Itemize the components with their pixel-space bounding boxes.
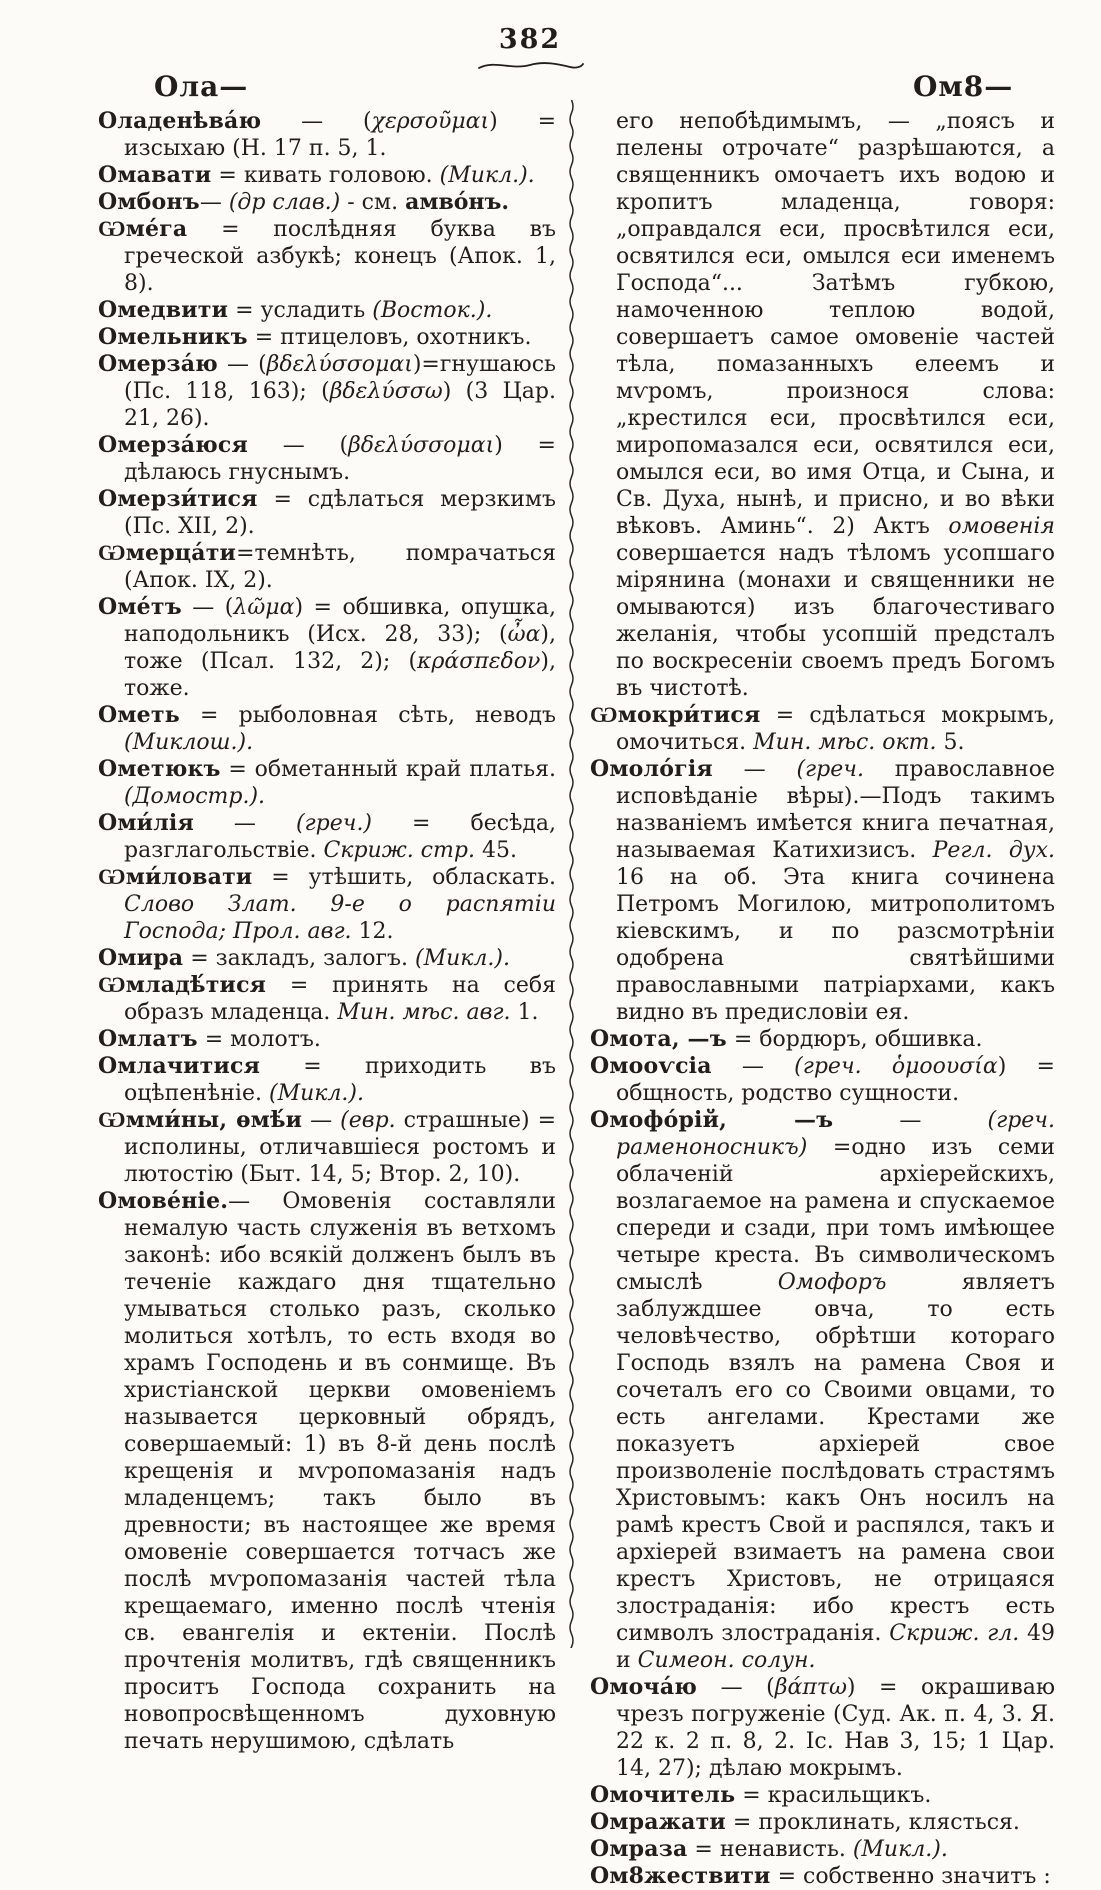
entry-headword: Омедвити — [98, 297, 229, 323]
dictionary-entry — [590, 1863, 1055, 1890]
entry-headword: Ѡмерца́ти — [98, 540, 237, 566]
entry-text: ), тоже. — [124, 649, 556, 701]
entry-headword: Омражати — [590, 1809, 726, 1835]
guide-word-left: Ола— — [154, 70, 249, 103]
entry-headword: Омофо́рій, —ъ — [590, 1107, 834, 1133]
dictionary-entry — [98, 594, 556, 702]
greek-term: βδελύσσομαι — [266, 352, 413, 377]
source-reference: (Восток.). — [372, 298, 493, 323]
dictionary-entry — [590, 1809, 1055, 1836]
entry-text: ) = дѣлаюсь гнуснымъ. — [124, 433, 556, 485]
source-reference: Мин. мѣс. авг. — [337, 1000, 511, 1025]
source-reference: (греч.) — [295, 811, 373, 836]
entry-text: совершается надъ тѣломъ усопшаго мірянина (монахи и священники не омываются) изъ благочестиваго желанія, чтобы усопшій предсталъ по воскресеніи своемъ предъ Богомъ въ чистотѣ. — [616, 541, 1055, 701]
flourish-stroke — [479, 63, 583, 68]
source-reference: (др слав.) — [228, 190, 341, 215]
source-reference: (Микл.). — [852, 1837, 948, 1862]
dictionary-entry — [590, 1782, 1055, 1809]
entry-headword: Омоло́гія — [590, 756, 713, 782]
entry-headword: Омота, —ъ — [590, 1026, 727, 1052]
entry-text: = птицеловъ, охотникъ. — [247, 325, 532, 350]
source-reference: Скриж. стр. — [323, 838, 475, 863]
entry-headword: Омооѵсіа — [590, 1053, 712, 1079]
entry-headword: Ометь — [98, 702, 180, 728]
entry-headword: Омерза́юся — [98, 432, 248, 458]
source-reference: (греч. — [796, 757, 864, 782]
greek-term: βάπτω — [774, 1675, 847, 1700]
entry-text: = закладъ, залогъ. — [183, 946, 415, 971]
entry-headword: Ѡмми́ны, ѳмѣ́и — [98, 1107, 303, 1133]
entry-text: = сдѣлаться мокрымъ, омочиться. — [616, 703, 1055, 755]
divider-wave-path — [570, 100, 573, 1648]
source-reference: (греч. раменоносникъ) — [616, 1108, 1055, 1160]
entry-headword: Омерза́ю — [98, 351, 218, 377]
entry-text: его непобѣдимымъ, — „поясъ и пелены отрочате“ разрѣшаются, а священникъ омочаетъ ихъ водою и кропитъ младенца, говоря: „оправдался еси, просвѣтился еси, освятился еси, омылся еси именемъ Господа“... Затѣмъ губкою, намоченною теплою водой, совершаетъ самое омовеніе частей тѣла, помазанныхъ елеемъ и мѵромъ, произнося слова: „крестился еси, просвѣтился еси, миропомазался еси, освятился еси, омылся еси, во имя Отца, и Сына, и Св. Духа, нынѣ, и присно, и во вѣки вѣковъ. Аминь“. 2) Актъ — [616, 109, 1055, 539]
cross-reference: амво́нъ. — [405, 189, 510, 215]
column-divider — [567, 100, 576, 1648]
entry-text: 5. — [936, 730, 965, 755]
dictionary-entry — [98, 540, 556, 594]
dictionary-entry — [590, 1674, 1055, 1782]
source-reference: (Микл.). — [439, 163, 535, 188]
entry-text: 45. — [474, 838, 517, 863]
dictionary-entry — [98, 1026, 556, 1053]
entry-headword: Омира — [98, 945, 184, 971]
greek-term: ὁμοουσία — [891, 1054, 998, 1079]
entry-headword: Оме́тъ — [98, 594, 182, 620]
entry-text: = рыболовная сѣть, неводъ — [179, 703, 556, 728]
entry-text: = проклинать, клясться. — [725, 1810, 1020, 1835]
dictionary-entry — [98, 702, 556, 756]
entry-text: = красильщикъ. — [735, 1783, 932, 1808]
entry-text — [862, 1054, 892, 1079]
dictionary-entry — [98, 189, 556, 216]
source-reference: омовенія — [948, 514, 1055, 539]
dictionary-entry — [98, 1188, 556, 1755]
entry-text: — — [712, 757, 797, 782]
entry-headword: Омраза — [590, 1836, 688, 1862]
entry-text: = бордюръ, обшивка. — [726, 1027, 983, 1052]
greek-term: βδελύσσω — [329, 379, 443, 404]
entry-text: — — [193, 811, 296, 836]
source-reference: Слово Злат. 9-е о распятіи Господа; Прол. авг. — [124, 892, 556, 944]
left-column — [98, 108, 556, 1755]
entry-text: = сдѣлаться мерзкимъ (Пс. XII, 2). — [124, 487, 556, 539]
source-reference: (Домостр.). — [124, 784, 266, 809]
dictionary-entry — [98, 108, 556, 162]
dictionary-entry — [98, 810, 556, 864]
source-reference: (Миклош.). — [124, 730, 254, 755]
entry-headword: Ометюкъ — [98, 756, 221, 782]
source-reference: Регл. дух. — [932, 838, 1055, 863]
entry-text: = ненависть. — [687, 1837, 853, 1862]
page-number-flourish — [476, 58, 586, 74]
entry-text: = усладить — [228, 298, 373, 323]
entry-text: ), тоже (Псал. 132, 2); ( — [124, 622, 556, 674]
entry-headword: Оми́лія — [98, 810, 194, 836]
entry-headword: Ѡмокри́тися — [590, 702, 761, 728]
source-reference: Мин. мѣс. окт. — [753, 730, 937, 755]
entry-text: — — [833, 1108, 988, 1133]
source-reference: Симеон. солун. — [637, 1648, 816, 1673]
dictionary-entry — [590, 1026, 1055, 1053]
entry-text: ) = обшивка, опушка, наподольникъ (Исх. 28, 33); ( — [124, 595, 556, 647]
entry-headword: Омове́ніе. — [98, 1188, 229, 1214]
dictionary-entry — [590, 1836, 1055, 1863]
dictionary-entry — [98, 756, 556, 810]
entry-text: — Омовенія составляли немалую часть служенія въ ветхомъ законѣ: ибо всякій долженъ былъ въ теченіе каждаго дня тщательно умываться столько разъ, сколько молиться хотѣлъ, то есть входя во храмъ Господень и въ сонмище. Въ христіанской церкви омовеніемъ называется церковный обрядъ, совершаемый: 1) въ 8-й день послѣ крещенія и мѵропомазанія надъ младенцемъ; такъ было въ древности; въ настоящее же время омовеніе совершается тотчасъ же послѣ мѵропомазанія частей тѣла крещаемаго, именно послѣ чтенія св. евангелія и ектеніи. Послѣ прочтенія молитвъ, гдѣ священникъ проситъ Господа сохранить на новопросвѣщенномъ духовную печать нерушимою, сдѣлать — [124, 1189, 556, 1754]
entry-text: = кивать головою. — [211, 163, 440, 188]
dictionary-entry — [98, 351, 556, 432]
dictionary-entry — [590, 702, 1055, 756]
right-column — [590, 108, 1055, 1890]
entry-headword: Ѡме́га — [98, 216, 188, 242]
entry-text: )=гнушаюсь (Пс. 118, 163); ( — [124, 352, 556, 404]
entry-text: — ( — [217, 352, 267, 377]
entry-text: православное исповѣданіе вѣры).—Подъ такимъ названіемъ имѣется книга печатная, называемая Катихизисъ. — [616, 757, 1055, 863]
page-number: 382 — [498, 24, 562, 55]
entry-headword: Ѡмладѣ́тися — [98, 972, 267, 998]
entry-text: ) = изсыхаю (Н. 17 п. 5, 1. — [124, 109, 556, 161]
dictionary-entry — [98, 297, 556, 324]
greek-term: βδελύσσομαι — [348, 433, 495, 458]
entry-headword: Омерзи́тися — [98, 486, 258, 512]
entry-text: — — [302, 1108, 341, 1133]
dictionary-entry — [590, 1107, 1055, 1674]
guide-word-right: Ом8— — [913, 70, 1014, 103]
entry-headword: Омочитель — [590, 1782, 736, 1808]
entry-text: — ( — [697, 1675, 775, 1700]
entry-headword: Ѡми́ловати — [98, 864, 253, 890]
dictionary-entry — [98, 1107, 556, 1188]
entry-text: 1. — [510, 1000, 539, 1025]
entry-text: =темнѣть, помрачаться (Апок. IX, 2). — [124, 541, 556, 593]
entry-headword: Оладенѣва́ю — [98, 108, 262, 134]
entry-text: 12. — [351, 919, 394, 944]
entry-headword: Омлатъ — [98, 1026, 198, 1052]
entry-text: = утѣшить, обласкать. — [252, 865, 556, 890]
entry-text: ) (3 Цар. 21, 26). — [124, 379, 556, 431]
entry-text: ) = окрашиваю чрезъ погруженіе (Суд. Ак. п. 4, 3. Я. 22 к. 2 п. 8, 2. Іс. Нав 3, 15; 1 Цар. 14, 27); дѣлаю мокрымъ. — [616, 1675, 1055, 1781]
dictionary-entry — [98, 972, 556, 1026]
entry-text: — — [711, 1054, 795, 1079]
entry-text: 49 и — [616, 1621, 1055, 1673]
greek-term: λῶμα — [233, 595, 295, 620]
dictionary-entry — [98, 945, 556, 972]
dictionary-entry — [98, 864, 556, 945]
entry-text: — ( — [181, 595, 234, 620]
entry-text: = приходить въ оцѣпенѣніе. — [124, 1054, 556, 1106]
entry-text: =одно изъ семи облаченій архіерейскихъ, возлагаемое на рамена и спускаемое спереди и сзади, при томъ имѣющее четыре креста. Въ символическомъ смыслѣ — [616, 1135, 1055, 1295]
entry-text: = собственно значитъ : — [770, 1864, 1051, 1889]
entry-headword: Омбонъ — [98, 189, 200, 215]
dictionary-entry — [98, 324, 556, 351]
source-reference: Омофоръ — [777, 1270, 887, 1295]
entry-headword: Омельникъ — [98, 324, 248, 350]
dictionary-entry — [98, 216, 556, 297]
dictionary-entry — [98, 162, 556, 189]
source-reference: Скриж. гл. — [889, 1621, 1020, 1646]
source-reference: (Микл.). — [415, 946, 510, 971]
entry-text: 16 на об. Эта книга сочинена Петромъ Могилою, митрополитомъ кіевскимъ, и по разсмотрѣніи одобрена святѣйшими православными патріархами, какъ видно въ предисловіи ея. — [616, 865, 1055, 1025]
entry-headword: Омавати — [98, 162, 212, 188]
entry-text: = бесѣда, разглагольствіе. — [124, 811, 556, 863]
entry-text: = послѣдняя буква въ греческой азбукѣ; конецъ (Апок. 1, 8). — [124, 217, 556, 296]
entry-text: — ( — [261, 109, 372, 134]
greek-term: χερσοῦμαι — [371, 109, 490, 134]
dictionary-entry — [98, 432, 556, 486]
entry-text: являетъ заблуждшее овча, то есть человѣчество, обрѣтши котораго Господь взялъ на рамена Своя и сочеталъ его со Своими овцами, то есть ангелами. Крестами же показуетъ архіерей свое произволеніе послѣдовать страстямъ Христовымъ: какъ Онъ носилъ на рамѣ крестъ Свой и распялся, такъ и архіерей взимаетъ на рамена свои крестъ Христовъ, не отрицаяся злостраданія: ибо крестъ есть символъ злостраданія. — [616, 1270, 1055, 1646]
source-reference: (греч. — [794, 1054, 862, 1079]
entry-text: ) = общность, родство сущности. — [616, 1054, 1055, 1106]
source-reference: (Микл.). — [268, 1081, 364, 1106]
entry-text: — ( — [247, 433, 349, 458]
entry-headword: Ом8жествити — [590, 1863, 771, 1889]
greek-term: κράσπεδον — [417, 649, 541, 674]
greek-term: ὦα — [507, 622, 541, 647]
dictionary-entry — [98, 1053, 556, 1107]
entry-text: - см. — [340, 190, 406, 215]
dictionary-entry — [590, 1053, 1055, 1107]
entry-headword: Омлачитися — [98, 1053, 261, 1079]
dictionary-entry — [98, 486, 556, 540]
entry-continuation — [590, 108, 1055, 702]
entry-text: страшные) = исполины, отличавшіеся ростомъ и лютостію (Быт. 14, 5; Втор. 2, 10). — [124, 1108, 556, 1187]
entry-text: = обметанный край платья. — [220, 757, 556, 782]
entry-text: — — [199, 190, 229, 215]
entry-text: = принять на себя образъ младенца. — [124, 973, 556, 1025]
entry-headword: Омоча́ю — [590, 1674, 698, 1700]
source-reference: (евр. — [340, 1108, 396, 1133]
dictionary-entry — [590, 756, 1055, 1026]
entry-text: = молотъ. — [197, 1027, 321, 1052]
